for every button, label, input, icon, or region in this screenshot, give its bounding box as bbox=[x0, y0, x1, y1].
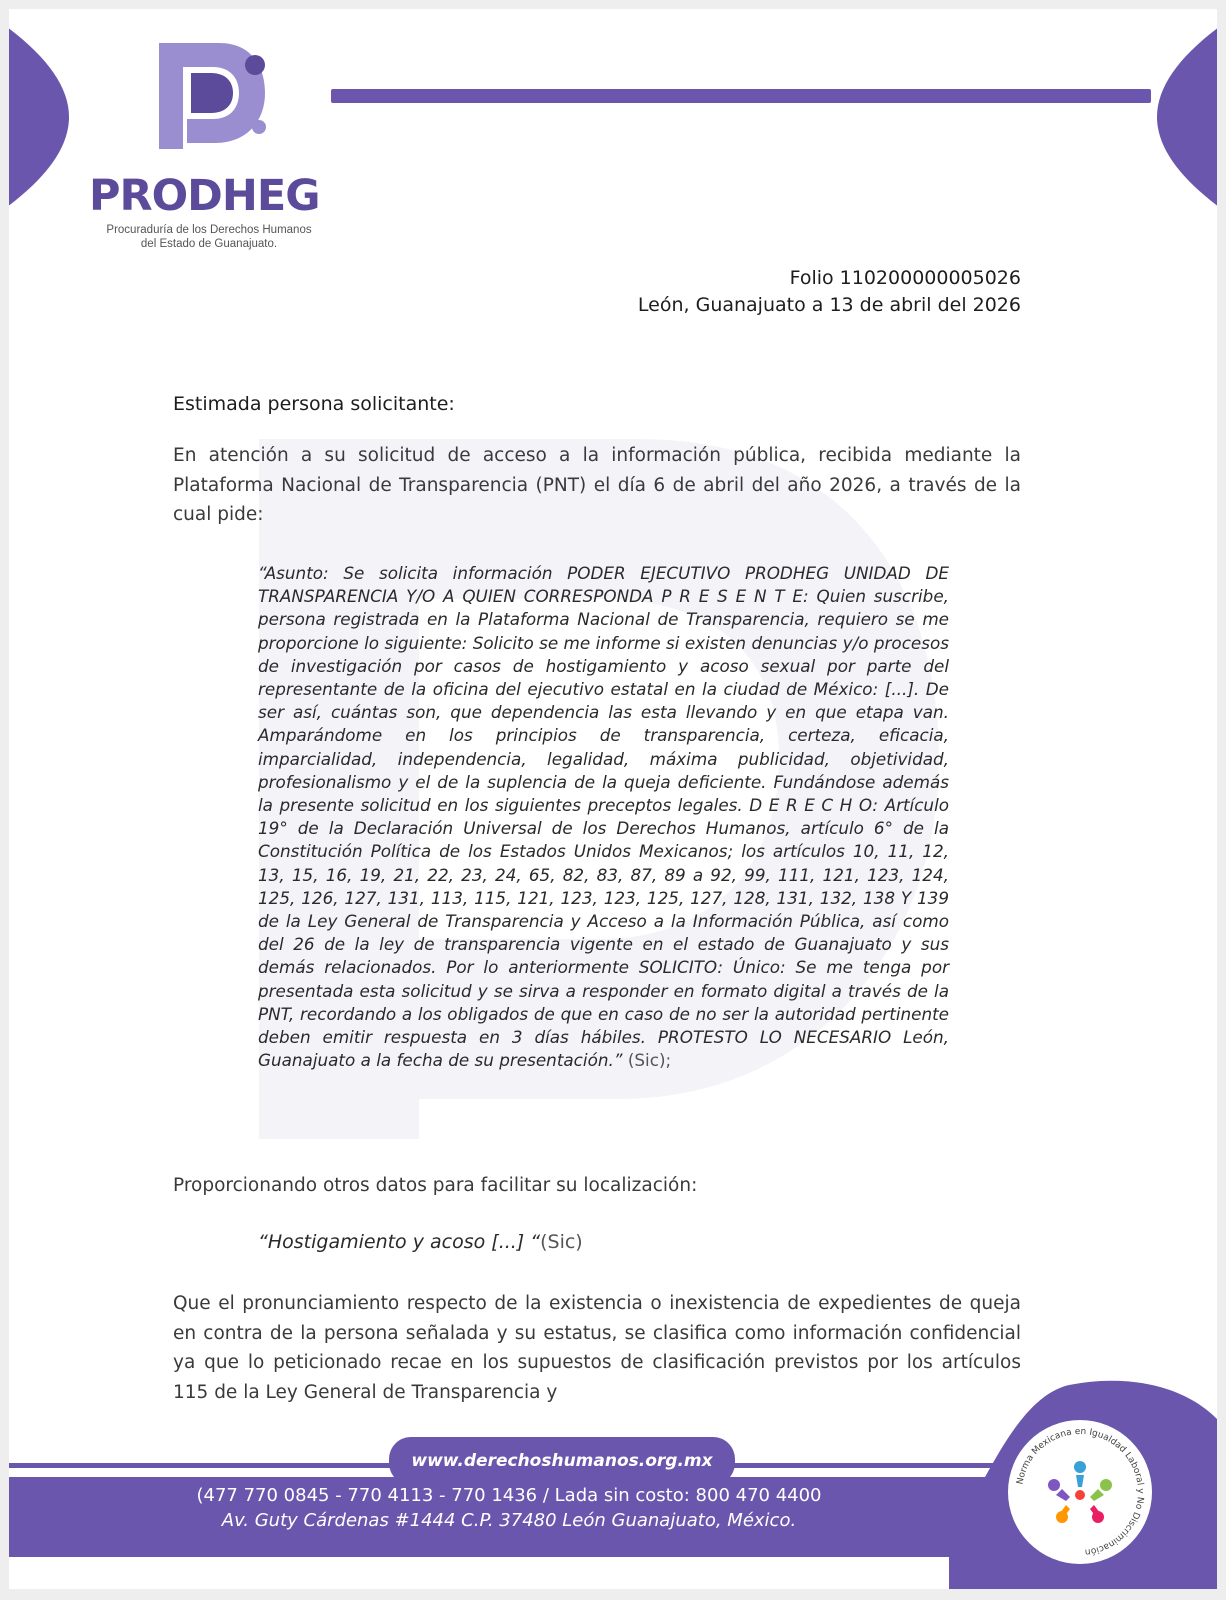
website-link[interactable]: www.derechoshumanos.org.mx bbox=[389, 1437, 735, 1485]
request-quote bbox=[258, 562, 949, 1072]
greeting: Estimada persona solicitante: bbox=[173, 393, 455, 415]
footer-address: Av. Guty Cárdenas #1444 C.P. 37480 León Guanajuato, México. bbox=[221, 1510, 797, 1531]
other-data-quote-text: “Hostigamiento y acoso [...] “ bbox=[258, 1231, 541, 1253]
request-sic: (Sic); bbox=[627, 1050, 672, 1071]
folio-number: Folio 110200000005026 bbox=[789, 267, 1021, 289]
right-corner-decoration bbox=[1149, 27, 1217, 207]
brand-subtitle-line1: Procuraduría de los Derechos Humanos bbox=[106, 224, 312, 236]
brand-subtitle bbox=[89, 223, 329, 251]
final-paragraph: Que el pronunciamiento respecto de la existencia o inexistencia de expedientes de queja en contra de la persona señalada y su estatus, se clasifica como información confidencial ya que lo peticionado recae en los supuestos de clasificación previstos por los artículos 115 de la Ley General de Transparencia y bbox=[173, 1293, 1021, 1403]
intro-paragraph: En atención a su solicitud de acceso a la información pública, recibida mediante la Plataforma Nacional de Transparencia (PNT) el día 6 de abril del año 2026, a través de la cual pide: bbox=[173, 445, 1021, 525]
other-data-sic: (Sic) bbox=[540, 1231, 583, 1253]
request-quote-text: “Asunto: Se solicita información PODER EJECUTIVO PRODHEG UNIDAD DE TRANSPARENCIA Y/O A QUIEN CORRESPONDA P R E S E N T E: Quien suscribe, persona registrada en la Plataforma Nacional de Transparencia, requiero se me proporcione lo siguiente: Solicito se me informe si existen denuncias y/o procesos de investigación por casos de hostigamiento y acoso sexual por parte del representante de la oficina del ejecutivo estatal en la ciudad de México: [...]. De ser así, cuántas son, que dependencia las esta llevando y en que etapa van. Amparándome en los principios de transparencia, certeza, eficacia, imparcialidad, independencia, legalidad, máxima publicidad, objetividad, profesionalismo y el de la suplencia de la queja deficiente. Fundándose además la presente solicitud en los siguientes preceptos legales. D E R E C H O: Artículo 19° de la Declaración Universal de los Derechos Humanos, artículo 6° de la Constitución Política de los Estados Unidos Mexicanos; los artículos 10, 11, 12, 13, 15, 16, 19, 21, 22, 23, 24, 65, 82, 83, 87, 89 a 92, 99, 111, 121, 123, 124, 125, 126, 127, 131, 113, 115, 121, 123, 123, 125, 127, 128, 131, 132, 138 Y 139 de la Ley General de Transparencia y Acceso a la Información Pública, así como del 26 de la ley de transparencia vigente en el estado de Guanajuato y sus demás relacionados. Por lo anteriormente SOLICITO: Único: Se me tenga por presentada esta solicitud y se sirva a responder en formato digital a través de la PNT, recordando a los obligados de que en caso de no ser la autoridad pertinente deben emitir respuesta en 3 días hábiles. PROTESTO LO NECESARIO León, Guanajuato a la fecha de su presentación.” bbox=[258, 563, 949, 1071]
equality-seal-icon bbox=[1005, 1417, 1155, 1567]
document-page bbox=[9, 9, 1217, 1589]
prodheg-logo-icon bbox=[147, 31, 277, 161]
left-corner-decoration bbox=[9, 27, 77, 207]
footer-phones: (477 770 0845 - 770 4113 - 770 1436 / Lada sin costo: 800 470 4400 bbox=[196, 1485, 822, 1506]
other-data-paragraph: Proporcionando otros datos para facilitar su localización: bbox=[173, 1175, 698, 1196]
brand-name: PRODHEG bbox=[89, 171, 320, 221]
header-bar bbox=[331, 89, 1151, 103]
brand-subtitle-line2: del Estado de Guanajuato. bbox=[140, 238, 278, 250]
other-data-quote bbox=[258, 1231, 583, 1253]
document-header-info bbox=[638, 265, 1021, 319]
place-date: León, Guanajuato a 13 de abril del 2026 bbox=[637, 294, 1021, 316]
seal-text: Norma Mexicana en Igualdad Laboral y No Discriminación bbox=[1015, 1426, 1146, 1557]
